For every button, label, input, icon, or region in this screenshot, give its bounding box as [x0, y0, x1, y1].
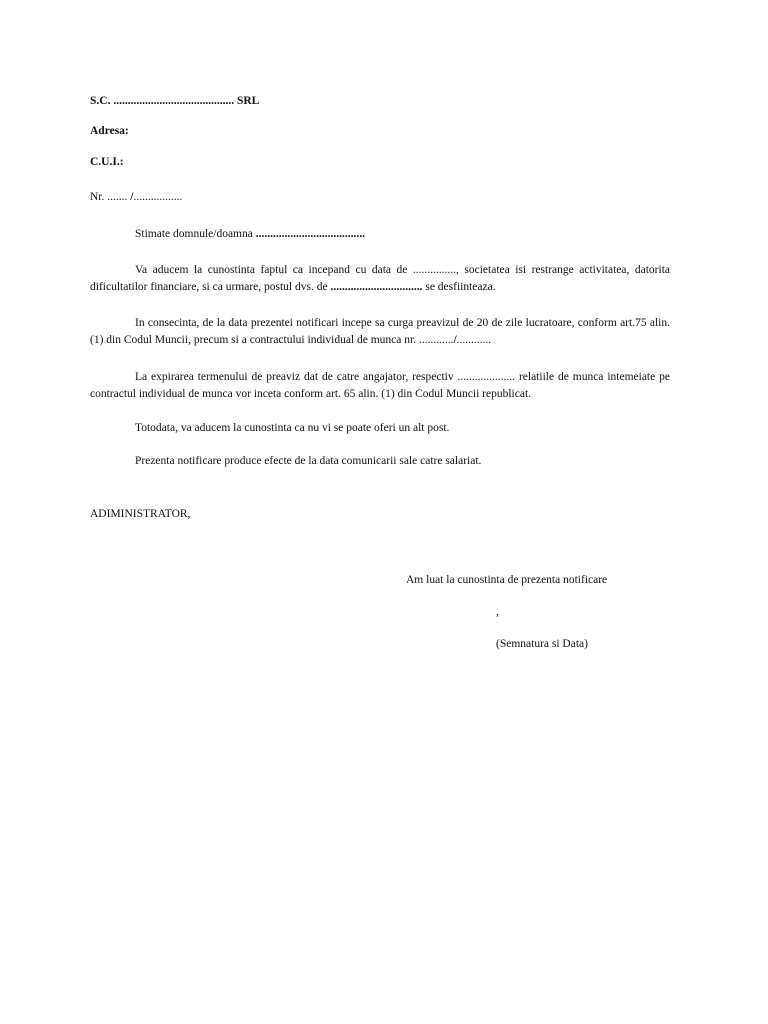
salutation-dots: ...................................... — [255, 228, 365, 240]
paragraph-effect: Prezenta notificare produce efecte de la data comunicarii sale catre salariat. — [135, 455, 482, 467]
paragraph-notice-period — [90, 315, 670, 349]
salutation-text: Stimate domnule/doamna — [135, 228, 256, 240]
administrator-label: ADIMINISTRATOR, — [90, 508, 191, 520]
paragraph-1-text: Va aducem la cunostinta faptul ca incepand cu data de ..............., societatea isi restrange activitatea, datorita dificultatilor financiare, si ca urmare, postul dvs. de — [90, 264, 670, 293]
position-dots: ................................ — [330, 281, 423, 293]
reference-label: Nr. ....... — [90, 191, 131, 203]
address-label: Adresa: — [90, 125, 129, 137]
company-line — [90, 94, 259, 108]
paragraph-termination: La expirarea termenului de preaviz dat de catre angajator, respectiv .................... relatiile de munca intemeiate pe contractul individual de munca vor inceta conform art. 65 alin. (1) din Codul Muncii republicat. — [90, 371, 670, 400]
paragraph-no-alternative-post: Totodata, va aducem la cunostinta ca nu vi se poate oferi un alt post. — [135, 422, 450, 434]
salutation — [135, 227, 365, 241]
paragraph-2-end: ............ — [456, 334, 492, 346]
paragraph-restructuring — [90, 262, 670, 296]
contract-slash: / — [453, 334, 457, 346]
paragraph-2-text: In consecinta, de la data prezentei notificari incepe sa curga preavizul de 20 de zile lucratoare, conform art.75 alin.(1) din Codul Muncii, precum si a contractului individual de munca nr. ............ — [90, 317, 670, 346]
acknowledgement-text: Am luat la cunostinta de prezenta notificare — [406, 574, 608, 586]
company-suffix: SRL — [234, 95, 260, 107]
reference-dots: ................. — [133, 191, 183, 203]
company-prefix: S.C. — [90, 95, 114, 107]
reference-slash: / — [130, 191, 134, 203]
company-dots: .......................................... — [113, 95, 235, 107]
reference-number — [90, 190, 182, 204]
cui-label: C.U.I.: — [90, 156, 124, 168]
paragraph-1-end: se desfiinteaza. — [422, 281, 496, 293]
signature-date-label: (Semnatura si Data) — [496, 638, 588, 650]
signature-comma: , — [496, 606, 499, 618]
